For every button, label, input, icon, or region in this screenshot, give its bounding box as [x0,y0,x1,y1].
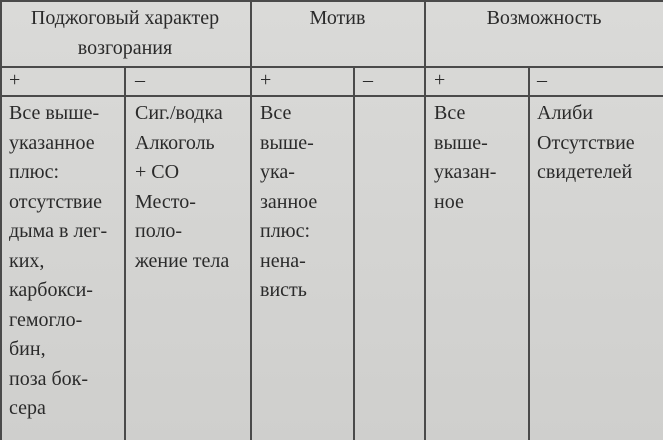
header-motive: Мотив [309,7,366,29]
cell-motive-plus: Все выше- ука- занное плюс: нена- висть [260,102,318,301]
column-divider [124,66,126,440]
header-opportunity: Возможность [486,7,602,29]
sign-minus: – [537,69,547,91]
sign-plus: + [260,69,272,91]
cell-arson-plus: Все выше- указанное плюс: отсутствие дыма в лег- ких, карбокси- гемогло- бин, поза бок- сера [9,102,108,419]
column-divider [250,0,252,440]
column-divider [528,66,530,440]
column-divider [0,0,2,440]
sign-plus: + [434,69,446,91]
cell-opportunity-minus: Алиби Отсутствие свидетелей [537,102,635,183]
sign-plus: + [9,69,21,91]
sign-row-divider [0,95,663,97]
column-divider [353,66,355,440]
header-divider [0,66,663,68]
sign-minus: – [363,69,373,91]
cell-arson-minus: Сиг./водка Алкоголь + СО Место- поло- жение тела [135,102,230,272]
cell-opportunity-plus: Все выше- указан- ное [434,102,497,213]
sign-minus: – [135,69,145,91]
header-arson-nature: Поджоговый характер возгорания [30,7,220,59]
table-top-border [0,0,663,2]
column-divider [424,0,426,440]
